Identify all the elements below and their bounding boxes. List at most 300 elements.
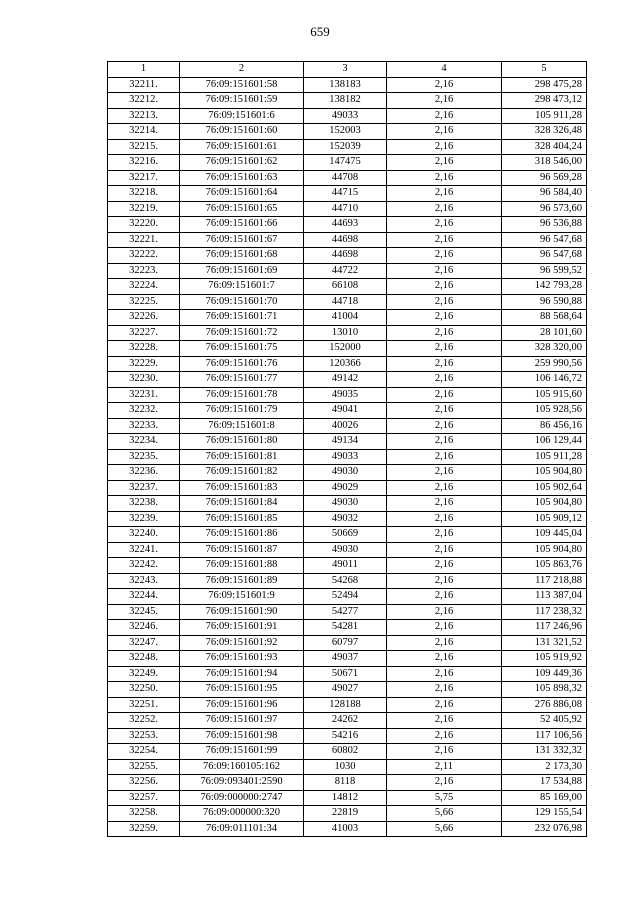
value-cell: 52 405,92 bbox=[502, 713, 587, 729]
value-cell: 86 456,16 bbox=[502, 418, 587, 434]
rate-cell: 2,16 bbox=[387, 232, 502, 248]
value-cell: 298 475,28 bbox=[502, 77, 587, 93]
area-cell: 50669 bbox=[304, 527, 387, 543]
cadastral-number-cell: 76:09:151601:79 bbox=[180, 403, 304, 419]
table-row bbox=[108, 186, 587, 202]
rate-cell: 2,16 bbox=[387, 666, 502, 682]
value-cell: 96 584,40 bbox=[502, 186, 587, 202]
row-number-cell: 32248. bbox=[108, 651, 180, 667]
table-row bbox=[108, 604, 587, 620]
row-number-cell: 32257. bbox=[108, 790, 180, 806]
area-cell: 8118 bbox=[304, 775, 387, 791]
area-cell: 22819 bbox=[304, 806, 387, 822]
row-number-cell: 32259. bbox=[108, 821, 180, 837]
area-cell: 49041 bbox=[304, 403, 387, 419]
table-row bbox=[108, 248, 587, 264]
cadastral-number-cell: 76:09:151601:61 bbox=[180, 139, 304, 155]
rate-cell: 2,16 bbox=[387, 155, 502, 171]
area-cell: 138183 bbox=[304, 77, 387, 93]
value-cell: 259 990,56 bbox=[502, 356, 587, 372]
table-row bbox=[108, 341, 587, 357]
table-row bbox=[108, 790, 587, 806]
rate-cell: 2,16 bbox=[387, 403, 502, 419]
rate-cell: 2,16 bbox=[387, 449, 502, 465]
area-cell: 152000 bbox=[304, 341, 387, 357]
rate-cell: 2,16 bbox=[387, 387, 502, 403]
rate-cell: 2,16 bbox=[387, 201, 502, 217]
cadastral-number-cell: 76:09:151601:66 bbox=[180, 217, 304, 233]
rate-cell: 2,16 bbox=[387, 527, 502, 543]
table-row bbox=[108, 542, 587, 558]
row-number-cell: 32244. bbox=[108, 589, 180, 605]
cadastral-number-cell: 76:09:151601:89 bbox=[180, 573, 304, 589]
table-row bbox=[108, 806, 587, 822]
row-number-cell: 32236. bbox=[108, 465, 180, 481]
value-cell: 318 546,00 bbox=[502, 155, 587, 171]
area-cell: 66108 bbox=[304, 279, 387, 295]
rate-cell: 2,16 bbox=[387, 604, 502, 620]
value-cell: 328 326,48 bbox=[502, 124, 587, 140]
table-row bbox=[108, 697, 587, 713]
table-row bbox=[108, 666, 587, 682]
table-row bbox=[108, 232, 587, 248]
area-cell: 1030 bbox=[304, 759, 387, 775]
area-cell: 49134 bbox=[304, 434, 387, 450]
area-cell: 49142 bbox=[304, 372, 387, 388]
cadastral-number-cell: 76:09:151601:63 bbox=[180, 170, 304, 186]
area-cell: 44722 bbox=[304, 263, 387, 279]
table-row bbox=[108, 496, 587, 512]
area-cell: 60802 bbox=[304, 744, 387, 760]
row-number-cell: 32216. bbox=[108, 155, 180, 171]
area-cell: 152003 bbox=[304, 124, 387, 140]
table-row bbox=[108, 511, 587, 527]
rate-cell: 2,16 bbox=[387, 93, 502, 109]
cadastral-number-cell: 76:09:151601:94 bbox=[180, 666, 304, 682]
table-row bbox=[108, 682, 587, 698]
value-cell: 105 904,80 bbox=[502, 496, 587, 512]
cadastral-number-cell: 76:09:151601:83 bbox=[180, 480, 304, 496]
area-cell: 50671 bbox=[304, 666, 387, 682]
cadastral-number-cell: 76:09:151601:72 bbox=[180, 325, 304, 341]
rate-cell: 2,16 bbox=[387, 186, 502, 202]
rate-cell: 2,16 bbox=[387, 542, 502, 558]
rate-cell: 2,16 bbox=[387, 434, 502, 450]
cadastral-number-cell: 76:09:151601:76 bbox=[180, 356, 304, 372]
rate-cell: 5,66 bbox=[387, 821, 502, 837]
value-cell: 96 573,60 bbox=[502, 201, 587, 217]
rate-cell: 2,16 bbox=[387, 480, 502, 496]
area-cell: 54268 bbox=[304, 573, 387, 589]
cadastral-number-cell: 76:09:151601:86 bbox=[180, 527, 304, 543]
cadastral-number-cell: 76:09:151601:90 bbox=[180, 604, 304, 620]
row-number-cell: 32252. bbox=[108, 713, 180, 729]
row-number-cell: 32225. bbox=[108, 294, 180, 310]
cadastral-number-cell: 76:09:151601:80 bbox=[180, 434, 304, 450]
value-cell: 105 909,12 bbox=[502, 511, 587, 527]
row-number-cell: 32223. bbox=[108, 263, 180, 279]
cadastral-number-cell: 76:09:151601:75 bbox=[180, 341, 304, 357]
rate-cell: 2,16 bbox=[387, 589, 502, 605]
area-cell: 49011 bbox=[304, 558, 387, 574]
row-number-cell: 32237. bbox=[108, 480, 180, 496]
cadastral-number-cell: 76:09:151601:71 bbox=[180, 310, 304, 326]
value-cell: 113 387,04 bbox=[502, 589, 587, 605]
rate-cell: 5,66 bbox=[387, 806, 502, 822]
row-number-cell: 32239. bbox=[108, 511, 180, 527]
cadastral-number-cell: 76:09:151601:59 bbox=[180, 93, 304, 109]
table-row bbox=[108, 480, 587, 496]
table-row bbox=[108, 356, 587, 372]
area-cell: 14812 bbox=[304, 790, 387, 806]
value-cell: 105 915,60 bbox=[502, 387, 587, 403]
cadastral-number-cell: 76:09:151601:95 bbox=[180, 682, 304, 698]
table-row bbox=[108, 279, 587, 295]
value-cell: 117 106,56 bbox=[502, 728, 587, 744]
area-cell: 44718 bbox=[304, 294, 387, 310]
table-row bbox=[108, 124, 587, 140]
cadastral-number-cell: 76:09:151601:69 bbox=[180, 263, 304, 279]
area-cell: 49030 bbox=[304, 542, 387, 558]
cadastral-number-cell: 76:09:151601:98 bbox=[180, 728, 304, 744]
area-cell: 40026 bbox=[304, 418, 387, 434]
table-row bbox=[108, 93, 587, 109]
value-cell: 2 173,30 bbox=[502, 759, 587, 775]
cadastral-number-cell: 76:09:151601:84 bbox=[180, 496, 304, 512]
table-row bbox=[108, 77, 587, 93]
value-cell: 131 321,52 bbox=[502, 635, 587, 651]
cadastral-number-cell: 76:09:151601:65 bbox=[180, 201, 304, 217]
row-number-cell: 32241. bbox=[108, 542, 180, 558]
value-cell: 105 911,28 bbox=[502, 108, 587, 124]
rate-cell: 2,16 bbox=[387, 310, 502, 326]
table-row bbox=[108, 589, 587, 605]
row-number-cell: 32235. bbox=[108, 449, 180, 465]
rate-cell: 2,16 bbox=[387, 573, 502, 589]
cadastral-number-cell: 76:09:151601:8 bbox=[180, 418, 304, 434]
rate-cell: 2,16 bbox=[387, 294, 502, 310]
table-row bbox=[108, 325, 587, 341]
row-number-cell: 32234. bbox=[108, 434, 180, 450]
area-cell: 49035 bbox=[304, 387, 387, 403]
table-row bbox=[108, 713, 587, 729]
area-cell: 49029 bbox=[304, 480, 387, 496]
value-cell: 232 076,98 bbox=[502, 821, 587, 837]
value-cell: 298 473,12 bbox=[502, 93, 587, 109]
table-row bbox=[108, 201, 587, 217]
cadastral-number-cell: 76:09:160105:162 bbox=[180, 759, 304, 775]
rate-cell: 2,16 bbox=[387, 496, 502, 512]
column-header: 3 bbox=[304, 62, 387, 78]
area-cell: 49032 bbox=[304, 511, 387, 527]
area-cell: 44698 bbox=[304, 248, 387, 264]
area-cell: 44710 bbox=[304, 201, 387, 217]
cadastral-number-cell: 76:09:151601:67 bbox=[180, 232, 304, 248]
row-number-cell: 32245. bbox=[108, 604, 180, 620]
column-header: 2 bbox=[180, 62, 304, 78]
value-cell: 109 449,36 bbox=[502, 666, 587, 682]
area-cell: 54216 bbox=[304, 728, 387, 744]
column-header: 4 bbox=[387, 62, 502, 78]
row-number-cell: 32242. bbox=[108, 558, 180, 574]
value-cell: 117 238,32 bbox=[502, 604, 587, 620]
table-row bbox=[108, 263, 587, 279]
rate-cell: 2,16 bbox=[387, 651, 502, 667]
value-cell: 105 904,80 bbox=[502, 465, 587, 481]
cadastral-number-cell: 76:09:151601:6 bbox=[180, 108, 304, 124]
value-cell: 105 902,64 bbox=[502, 480, 587, 496]
area-cell: 120366 bbox=[304, 356, 387, 372]
row-number-cell: 32229. bbox=[108, 356, 180, 372]
value-cell: 105 919,92 bbox=[502, 651, 587, 667]
rate-cell: 2,16 bbox=[387, 356, 502, 372]
table-row bbox=[108, 465, 587, 481]
table-row bbox=[108, 108, 587, 124]
value-cell: 96 590,88 bbox=[502, 294, 587, 310]
area-cell: 49037 bbox=[304, 651, 387, 667]
row-number-cell: 32250. bbox=[108, 682, 180, 698]
area-cell: 138182 bbox=[304, 93, 387, 109]
table-row bbox=[108, 759, 587, 775]
row-number-cell: 32230. bbox=[108, 372, 180, 388]
row-number-cell: 32218. bbox=[108, 186, 180, 202]
rate-cell: 2,16 bbox=[387, 697, 502, 713]
table-row bbox=[108, 527, 587, 543]
rate-cell: 2,16 bbox=[387, 124, 502, 140]
table-row bbox=[108, 620, 587, 636]
cadastral-number-cell: 76:09:151601:64 bbox=[180, 186, 304, 202]
value-cell: 96 547,68 bbox=[502, 248, 587, 264]
rate-cell: 2,16 bbox=[387, 217, 502, 233]
area-cell: 54277 bbox=[304, 604, 387, 620]
area-cell: 24262 bbox=[304, 713, 387, 729]
row-number-cell: 32246. bbox=[108, 620, 180, 636]
cadastral-number-cell: 76:09:093401:2590 bbox=[180, 775, 304, 791]
cadastral-number-cell: 76:09:151601:60 bbox=[180, 124, 304, 140]
row-number-cell: 32227. bbox=[108, 325, 180, 341]
table-row bbox=[108, 573, 587, 589]
area-cell: 44698 bbox=[304, 232, 387, 248]
area-cell: 128188 bbox=[304, 697, 387, 713]
area-cell: 54281 bbox=[304, 620, 387, 636]
value-cell: 117 218,88 bbox=[502, 573, 587, 589]
cadastral-number-cell: 76:09:011101:34 bbox=[180, 821, 304, 837]
rate-cell: 2,16 bbox=[387, 139, 502, 155]
row-number-cell: 32240. bbox=[108, 527, 180, 543]
rate-cell: 2,16 bbox=[387, 248, 502, 264]
value-cell: 276 886,08 bbox=[502, 697, 587, 713]
value-cell: 105 928,56 bbox=[502, 403, 587, 419]
table-row bbox=[108, 775, 587, 791]
area-cell: 147475 bbox=[304, 155, 387, 171]
cadastral-number-cell: 76:09:000000:2747 bbox=[180, 790, 304, 806]
cadastral-number-cell: 76:09:151601:68 bbox=[180, 248, 304, 264]
value-cell: 106 146,72 bbox=[502, 372, 587, 388]
rate-cell: 2,16 bbox=[387, 108, 502, 124]
row-number-cell: 32232. bbox=[108, 403, 180, 419]
cadastral-number-cell: 76:09:151601:62 bbox=[180, 155, 304, 171]
rate-cell: 2,16 bbox=[387, 775, 502, 791]
value-cell: 105 904,80 bbox=[502, 542, 587, 558]
cadastral-value-table bbox=[107, 61, 587, 837]
value-cell: 328 404,24 bbox=[502, 139, 587, 155]
row-number-cell: 32212. bbox=[108, 93, 180, 109]
row-number-cell: 32254. bbox=[108, 744, 180, 760]
rate-cell: 2,16 bbox=[387, 620, 502, 636]
cadastral-number-cell: 76:09:151601:77 bbox=[180, 372, 304, 388]
row-number-cell: 32243. bbox=[108, 573, 180, 589]
rate-cell: 2,16 bbox=[387, 77, 502, 93]
cadastral-number-cell: 76:09:151601:7 bbox=[180, 279, 304, 295]
area-cell: 49030 bbox=[304, 496, 387, 512]
rate-cell: 2,16 bbox=[387, 263, 502, 279]
rate-cell: 2,16 bbox=[387, 418, 502, 434]
row-number-cell: 32214. bbox=[108, 124, 180, 140]
value-cell: 28 101,60 bbox=[502, 325, 587, 341]
table-row bbox=[108, 434, 587, 450]
rate-cell: 2,16 bbox=[387, 635, 502, 651]
rate-cell: 2,16 bbox=[387, 170, 502, 186]
row-number-cell: 32213. bbox=[108, 108, 180, 124]
rate-cell: 2,16 bbox=[387, 558, 502, 574]
rate-cell: 2,16 bbox=[387, 325, 502, 341]
area-cell: 49027 bbox=[304, 682, 387, 698]
cadastral-number-cell: 76:09:151601:78 bbox=[180, 387, 304, 403]
cadastral-number-cell: 76:09:151601:91 bbox=[180, 620, 304, 636]
area-cell: 44715 bbox=[304, 186, 387, 202]
rate-cell: 2,16 bbox=[387, 728, 502, 744]
cadastral-number-cell: 76:09:151601:85 bbox=[180, 511, 304, 527]
table-row bbox=[108, 372, 587, 388]
row-number-cell: 32233. bbox=[108, 418, 180, 434]
rate-cell: 2,16 bbox=[387, 682, 502, 698]
table-row bbox=[108, 403, 587, 419]
rate-cell: 2,11 bbox=[387, 759, 502, 775]
value-cell: 109 445,04 bbox=[502, 527, 587, 543]
rate-cell: 5,75 bbox=[387, 790, 502, 806]
row-number-cell: 32251. bbox=[108, 697, 180, 713]
row-number-cell: 32215. bbox=[108, 139, 180, 155]
row-number-cell: 32226. bbox=[108, 310, 180, 326]
row-number-cell: 32217. bbox=[108, 170, 180, 186]
value-cell: 96 569,28 bbox=[502, 170, 587, 186]
cadastral-number-cell: 76:09:151601:96 bbox=[180, 697, 304, 713]
value-cell: 88 568,64 bbox=[502, 310, 587, 326]
table-row bbox=[108, 449, 587, 465]
table-row bbox=[108, 821, 587, 837]
rate-cell: 2,16 bbox=[387, 341, 502, 357]
value-cell: 117 246,96 bbox=[502, 620, 587, 636]
cadastral-number-cell: 76:09:151601:87 bbox=[180, 542, 304, 558]
value-cell: 96 536,88 bbox=[502, 217, 587, 233]
row-number-cell: 32249. bbox=[108, 666, 180, 682]
cadastral-number-cell: 76:09:151601:99 bbox=[180, 744, 304, 760]
table-row bbox=[108, 294, 587, 310]
area-cell: 52494 bbox=[304, 589, 387, 605]
rate-cell: 2,16 bbox=[387, 372, 502, 388]
cadastral-number-cell: 76:09:151601:93 bbox=[180, 651, 304, 667]
table-body bbox=[108, 77, 587, 837]
row-number-cell: 32220. bbox=[108, 217, 180, 233]
row-number-cell: 32256. bbox=[108, 775, 180, 791]
table-row bbox=[108, 744, 587, 760]
cadastral-number-cell: 76:09:151601:58 bbox=[180, 77, 304, 93]
area-cell: 49033 bbox=[304, 108, 387, 124]
table-row bbox=[108, 558, 587, 574]
area-cell: 60797 bbox=[304, 635, 387, 651]
value-cell: 129 155,54 bbox=[502, 806, 587, 822]
rate-cell: 2,16 bbox=[387, 713, 502, 729]
cadastral-number-cell: 76:09:151601:97 bbox=[180, 713, 304, 729]
value-cell: 131 332,32 bbox=[502, 744, 587, 760]
row-number-cell: 32211. bbox=[108, 77, 180, 93]
table-row bbox=[108, 387, 587, 403]
area-cell: 41003 bbox=[304, 821, 387, 837]
value-cell: 142 793,28 bbox=[502, 279, 587, 295]
cadastral-number-cell: 76:09:151601:81 bbox=[180, 449, 304, 465]
value-cell: 328 320,00 bbox=[502, 341, 587, 357]
table-row bbox=[108, 651, 587, 667]
cadastral-number-cell: 76:09:000000:320 bbox=[180, 806, 304, 822]
cadastral-number-cell: 76:09:151601:70 bbox=[180, 294, 304, 310]
row-number-cell: 32247. bbox=[108, 635, 180, 651]
area-cell: 44708 bbox=[304, 170, 387, 186]
area-cell: 152039 bbox=[304, 139, 387, 155]
table-header-row bbox=[108, 62, 587, 78]
area-cell: 49033 bbox=[304, 449, 387, 465]
row-number-cell: 32219. bbox=[108, 201, 180, 217]
value-cell: 106 129,44 bbox=[502, 434, 587, 450]
value-cell: 105 898,32 bbox=[502, 682, 587, 698]
column-header: 1 bbox=[108, 62, 180, 78]
row-number-cell: 32253. bbox=[108, 728, 180, 744]
row-number-cell: 32224. bbox=[108, 279, 180, 295]
row-number-cell: 32255. bbox=[108, 759, 180, 775]
row-number-cell: 32228. bbox=[108, 341, 180, 357]
value-cell: 96 599,52 bbox=[502, 263, 587, 279]
table-row bbox=[108, 418, 587, 434]
row-number-cell: 32221. bbox=[108, 232, 180, 248]
page-number: 659 bbox=[310, 24, 330, 39]
row-number-cell: 32222. bbox=[108, 248, 180, 264]
cadastral-number-cell: 76:09:151601:9 bbox=[180, 589, 304, 605]
row-number-cell: 32231. bbox=[108, 387, 180, 403]
table-row bbox=[108, 310, 587, 326]
cadastral-number-cell: 76:09:151601:88 bbox=[180, 558, 304, 574]
rate-cell: 2,16 bbox=[387, 744, 502, 760]
value-cell: 85 169,00 bbox=[502, 790, 587, 806]
value-cell: 17 534,88 bbox=[502, 775, 587, 791]
rate-cell: 2,16 bbox=[387, 465, 502, 481]
cadastral-number-cell: 76:09:151601:92 bbox=[180, 635, 304, 651]
table-row bbox=[108, 728, 587, 744]
row-number-cell: 32238. bbox=[108, 496, 180, 512]
area-cell: 44693 bbox=[304, 217, 387, 233]
row-number-cell: 32258. bbox=[108, 806, 180, 822]
table-row bbox=[108, 155, 587, 171]
value-cell: 96 547,68 bbox=[502, 232, 587, 248]
area-cell: 49030 bbox=[304, 465, 387, 481]
table-row bbox=[108, 217, 587, 233]
rate-cell: 2,16 bbox=[387, 279, 502, 295]
cadastral-number-cell: 76:09:151601:82 bbox=[180, 465, 304, 481]
table-row bbox=[108, 170, 587, 186]
area-cell: 41004 bbox=[304, 310, 387, 326]
value-cell: 105 863,76 bbox=[502, 558, 587, 574]
table-row bbox=[108, 635, 587, 651]
table-row bbox=[108, 139, 587, 155]
rate-cell: 2,16 bbox=[387, 511, 502, 527]
